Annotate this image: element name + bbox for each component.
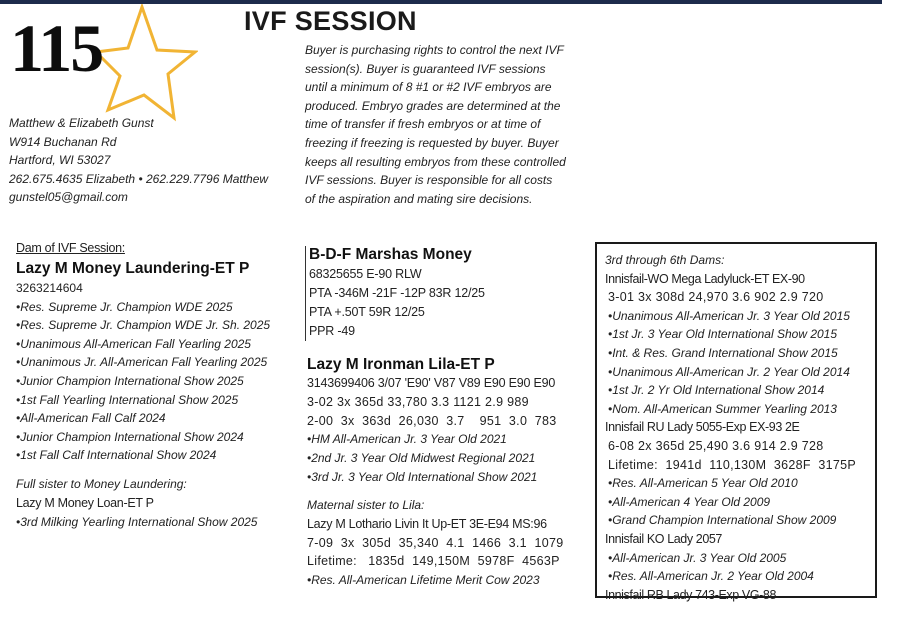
description-line: IVF sessions. Buyer is responsible for all costs	[305, 173, 553, 188]
sire-line: PPR -49	[309, 323, 355, 338]
maternal-sister-record: 7-09 3x 305d 35,340 4.1 1466 3.1 1079	[307, 535, 564, 550]
sire-block	[305, 246, 592, 341]
dam-honor: •1st Fall Calf International Show 2024	[16, 448, 217, 463]
description-line: session(s). Buyer is guaranteed IVF sessions	[305, 61, 546, 76]
description-line: of the aspiration and mating sire decisions.	[305, 191, 533, 206]
sixth-dam-name: Innisfail RB Lady 743-Exp VG-88	[605, 587, 777, 602]
granddam-name: Lazy M Ironman Lila-ET P	[307, 355, 495, 373]
sire-line: PTA -346M -21F -12P 83R 12/25	[309, 285, 485, 300]
fourth-dam-honor: •All-American 4 Year Old 2009	[608, 494, 771, 509]
dam-honor: •1st Fall Yearling International Show 2025	[16, 392, 239, 407]
description-line: freezing if freezing is requested by buyer. Buyer	[305, 135, 559, 150]
description-line: time of transfer if fresh embryos or at time of	[305, 117, 541, 132]
granddam-honor: •3rd Jr. 3 Year Old International Show 2021	[307, 469, 538, 484]
granddam-honor: •HM All-American Jr. 3 Year Old 2021	[307, 432, 507, 447]
fourth-dam-honor: •Grand Champion International Show 2009	[608, 513, 837, 528]
dam-honor: •Res. Supreme Jr. Champion WDE Jr. Sh. 2025	[16, 318, 271, 333]
description-line: Buyer is purchasing rights to control the next IVF	[305, 43, 564, 57]
third-dam-honor: •Nom. All-American Summer Yearling 2013	[608, 401, 837, 416]
third-dam-honor: •1st Jr. 2 Yr Old International Show 2014	[608, 383, 825, 398]
owner-name: Matthew & Elizabeth Gunst	[9, 116, 154, 130]
full-sister-honor: •3rd Milking Yearling International Show 2025	[16, 514, 258, 529]
sire-name: B-D-F Marshas Money	[309, 246, 472, 263]
full-sister-name: Lazy M Money Loan-ET P	[16, 495, 154, 510]
maternal-sister-label: Maternal sister to Lila:	[307, 498, 425, 513]
lot-number: 115	[10, 10, 103, 86]
dam-honor: •All-American Fall Calf 2024	[16, 411, 166, 426]
star-icon	[88, 4, 198, 122]
fourth-dam-honor: •Res. All-American 5 Year Old 2010	[608, 476, 798, 491]
page-title: IVF SESSION	[244, 6, 417, 36]
granddam-record: 2-00 3x 363d 26,030 3.7 951 3.0 783	[307, 413, 557, 428]
sire-line: 68325655 E-90 RLW	[309, 266, 422, 281]
full-sister-label: Full sister to Money Laundering:	[16, 476, 187, 491]
fourth-dam-lifetime: Lifetime: 1941d 110,130M 3628F 3175P	[608, 457, 857, 472]
dam-registration: 3263214604	[16, 280, 83, 295]
third-dam-name: Innisfail-WO Mega Ladyluck-ET EX-90	[605, 271, 805, 286]
sire-column	[307, 246, 592, 590]
maternal-sister-honor: •Res. All-American Lifetime Merit Cow 2023	[307, 572, 540, 587]
owner-phones: 262.675.4635 Elizabeth • 262.229.7796 Matthew	[9, 171, 269, 186]
description-line: until a minimum of 8 #1 or #2 IVF embryos are	[305, 80, 552, 95]
dam-column	[16, 239, 306, 531]
fifth-dam-honor: •Res. All-American Jr. 2 Year Old 2004	[608, 569, 814, 584]
third-dam-honor: •Unanimous All-American Jr. 2 Year Old 2014	[608, 364, 850, 379]
maternal-sister-name: Lazy M Lothario Livin It Up-ET 3E-E94 MS:96	[307, 516, 547, 531]
ancestor-dams-header: 3rd through 6th Dams:	[605, 253, 725, 267]
description-line: keeps all resulting embryos from these controlled	[305, 154, 566, 169]
owner-email: gunstel05@gmail.com	[9, 190, 128, 204]
dam-header: Dam of IVF Session:	[16, 241, 125, 255]
fourth-dam-name: Innisfail RU Lady 5055-Exp EX-93 2E	[605, 420, 800, 435]
sire-line: PTA +.50T 59R 12/25	[309, 304, 425, 319]
third-dam-honor: •1st Jr. 3 Year Old International Show 2015	[608, 327, 838, 342]
third-dam-honor: •Int. & Res. Grand International Show 2015	[608, 345, 838, 360]
third-dam-record: 3-01 3x 308d 24,970 3.6 902 2.9 720	[608, 290, 824, 305]
fifth-dam-name: Innisfail KO Lady 2057	[605, 531, 722, 546]
fifth-dam-honor: •All-American Jr. 3 Year Old 2005	[608, 550, 787, 565]
dam-honor: •Unanimous All-American Fall Yearling 2025	[16, 336, 251, 351]
granddam-honor: •2nd Jr. 3 Year Old Midwest Regional 2021	[307, 450, 536, 465]
owner-city: Hartford, WI 53027	[9, 153, 111, 167]
dam-honor: •Junior Champion International Show 2024	[16, 429, 244, 444]
granddam-record: 3-02 3x 365d 33,780 3.3 1121 2.9 989	[307, 395, 529, 410]
dam-name: Lazy M Money Laundering-ET P	[16, 260, 250, 277]
dam-honor: •Junior Champion International Show 2025	[16, 373, 244, 388]
dam-honor: •Unanimous Jr. All-American Fall Yearling 2025	[16, 355, 268, 370]
ancestor-dams-box	[595, 242, 877, 602]
owner-street: W914 Buchanan Rd	[9, 134, 117, 149]
session-description	[305, 41, 595, 208]
maternal-sister-lifetime: Lifetime: 1835d 149,150M 5978F 4563P	[307, 554, 560, 569]
fourth-dam-record: 6-08 2x 365d 25,490 3.6 914 2.9 728	[608, 438, 824, 453]
dam-honor: •Res. Supreme Jr. Champion WDE 2025	[16, 299, 233, 314]
third-dam-honor: •Unanimous All-American Jr. 3 Year Old 2015	[608, 308, 850, 323]
description-line: produced. Embryo grades are determined at the	[305, 98, 561, 113]
granddam-registration: 3143699406 3/07 'E90' V87 V89 E90 E90 E90	[307, 376, 556, 391]
consignor-info	[9, 114, 309, 207]
